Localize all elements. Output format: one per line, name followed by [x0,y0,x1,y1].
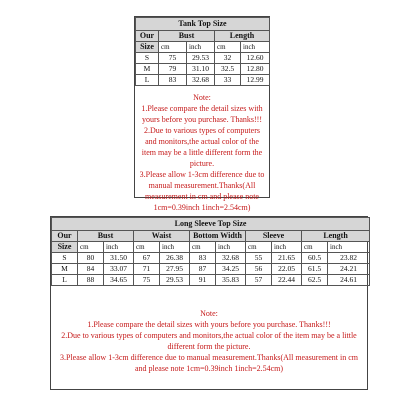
value-cell: 79 [159,64,187,75]
table-row [136,75,270,86]
waist-header: Waist [134,231,190,242]
value-cell: 83 [190,253,216,264]
value-cell: 32 [215,53,241,64]
value-cell: 57 [246,275,272,286]
value-cell: 21.65 [272,253,302,264]
long-sleeve-size-chart [50,216,368,390]
value-cell: 75 [134,275,160,286]
value-cell: 35.83 [216,275,246,286]
unit-cm: cm [246,242,272,253]
unit-cm: cm [78,242,104,253]
table-row [52,275,370,286]
value-cell: 55 [246,253,272,264]
value-cell: 34.65 [104,275,134,286]
unit-cm: cm [134,242,160,253]
sleeve-size-table [51,217,370,286]
size-cell: M [136,64,159,75]
bottom-width-header: Bottom Width [190,231,246,242]
value-cell: 88 [78,275,104,286]
size-cell: L [136,75,159,86]
value-cell: 87 [190,264,216,275]
value-cell: 32.68 [187,75,215,86]
value-cell: 29.53 [160,275,190,286]
note-line-1: 1.Please compare the detail sizes with yours before you purchase. Thanks!!! [87,320,331,329]
value-cell: 84 [78,264,104,275]
value-cell: 26.38 [160,253,190,264]
unit-cm: cm [215,42,241,53]
note-line-2: 2.Due to various types of computers and monitors,the actual color of the item may be a little different form the picture. [141,126,263,168]
size-cell: S [52,253,78,264]
value-cell: 60.5 [302,253,328,264]
value-cell: 56 [246,264,272,275]
note-line-1: 1.Please compare the detail sizes with yours before you purchase. Thanks!!! [141,104,263,124]
note-title: Note: [200,309,218,318]
tank-size-table [135,17,270,86]
sleeve-note [51,286,367,374]
length-header: Length [215,31,270,42]
note-line-3: 3.Please allow 1-3cm difference due to manual measurement.Thanks(All measurement in cm and please note 1cm=0.39inch 1inch=2.54cm) [60,353,358,373]
value-cell: 12.80 [241,64,270,75]
table-row [136,53,270,64]
unit-inch: inch [160,242,190,253]
size-cell: M [52,264,78,275]
unit-inch: inch [241,42,270,53]
value-cell: 22.05 [272,264,302,275]
unit-inch: inch [272,242,302,253]
our-label: Our [52,231,78,242]
note-line-2: 2.Due to various types of computers and monitors,the actual color of the item may be a little different form the picture. [61,331,357,351]
value-cell: 67 [134,253,160,264]
value-cell: 80 [78,253,104,264]
value-cell: 61.5 [302,264,328,275]
unit-inch: inch [187,42,215,53]
unit-cm: cm [302,242,328,253]
value-cell: 62.5 [302,275,328,286]
tank-table-title: Tank Top Size [136,18,270,31]
unit-inch: inch [328,242,370,253]
value-cell: 33 [215,75,241,86]
value-cell: 12.60 [241,53,270,64]
length-header: Length [302,231,370,242]
tank-note [135,86,269,213]
size-label: Size [52,242,78,253]
bust-header: Bust [159,31,215,42]
value-cell: 24.21 [328,264,370,275]
value-cell: 32.68 [216,253,246,264]
our-label: Our [136,31,159,42]
value-cell: 29.53 [187,53,215,64]
table-row [52,253,370,264]
value-cell: 75 [159,53,187,64]
value-cell: 83 [159,75,187,86]
value-cell: 31.50 [104,253,134,264]
value-cell: 27.95 [160,264,190,275]
value-cell: 12.99 [241,75,270,86]
value-cell: 32.5 [215,64,241,75]
note-title: Note: [193,93,211,102]
table-row [136,64,270,75]
value-cell: 71 [134,264,160,275]
bust-header: Bust [78,231,134,242]
unit-cm: cm [190,242,216,253]
sleeve-header: Sleeve [246,231,302,242]
table-row [52,264,370,275]
unit-cm: cm [159,42,187,53]
tank-top-size-chart [134,16,270,212]
value-cell: 24.61 [328,275,370,286]
value-cell: 91 [190,275,216,286]
value-cell: 23.82 [328,253,370,264]
value-cell: 22.44 [272,275,302,286]
value-cell: 33.07 [104,264,134,275]
value-cell: 34.25 [216,264,246,275]
size-cell: S [136,53,159,64]
size-label: Size [136,42,159,53]
sleeve-table-title: Long Sleeve Top Size [52,218,370,231]
note-line-3: 3.Please allow 1-3cm difference due to manual measurement.Thanks(All measurement in cm and please note 1cm=0.39inch 1inch=2.54cm) [139,170,265,212]
size-cell: L [52,275,78,286]
value-cell: 31.10 [187,64,215,75]
unit-inch: inch [216,242,246,253]
unit-inch: inch [104,242,134,253]
